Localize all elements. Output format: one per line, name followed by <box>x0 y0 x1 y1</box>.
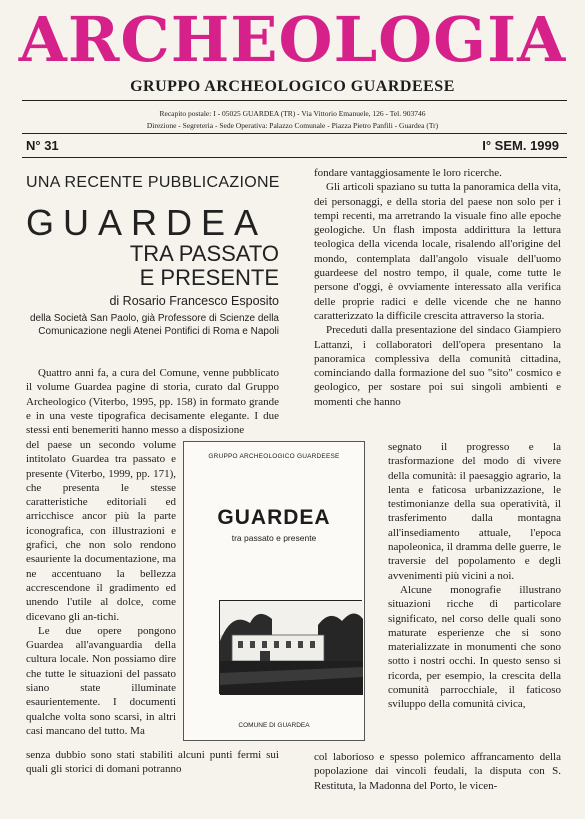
article-subtitle <box>19 242 279 290</box>
masthead-rule-mid <box>22 133 567 134</box>
address-line: Recapito postale: I - 05025 GUARDEA (TR) - Via Vittorio Emanuele, 126 - Tel. 903746 <box>159 109 426 118</box>
author-note: della Società San Paolo, già Professore di Scienze della Comunicazione negli Atenei Pontifici di Roma e Napoli <box>29 313 279 337</box>
col1-paragraph-top: Quattro anni fa, a cura del Comune, venne pubblicato il volume Guardea pagine di storia, curato dal Gruppo Archeologico (Viterbo, 1995, pp. 158) in formato grande e in una veste tipografica decisamente elegante. I due stessi enti benemeriti hanno messo a disposizione <box>26 367 279 437</box>
issue-date: I° SEM. 1999 <box>482 138 559 153</box>
col1-paragraph-bottom: senza dubbio sono stati stabiliti alcuni punti fermi sui quali gli storici di domani potranno <box>26 749 279 776</box>
article-subtitle-line-1: TRA PASSATO <box>129 241 279 266</box>
book-cover-photo <box>219 600 362 694</box>
masthead-subtitle: GRUPPO ARCHEOLOGICO GUARDEESE <box>130 78 455 95</box>
col2-paragraph-narrow: segnato il progresso e la trasformazione del modo di vivere della comunità: il paesaggio agrario, la lenta e faticosa urbanizzazione, le testimonianze della sua operatività, il trasferimento dalla montagna all'insediamento attuale, l'epoca napoleonica, il dramma delle guerre, le traversie del popolamento e degli avvenimenti più vicini a noi. Alcune monografie illustrano situazioni ricche di particolare significato, nel corso delle quali sono maturate esperienze che si sono materializzate in monumenti che sono sotto i nostri occhi. In questo senso si ricorda, per esempio, la crescita della comunità parrocchiale, il faticoso sviluppo della comunità civica, <box>388 441 561 711</box>
article-subtitle-line-2: E PRESENTE <box>139 265 279 290</box>
issue-number: N° 31 <box>26 138 59 153</box>
col1-paragraph-2: Le due opere pongono Guardea all'avanguardia della cultura locale. Non possiamo dire che tutte le situazioni del passato siano state illuminate esaurientemente. I documenti qualche volta sono scarsi, in altri casi mancano del tutto. Ma <box>26 624 176 737</box>
book-cover-title: GUARDEA <box>217 506 331 529</box>
issue-row <box>26 138 559 154</box>
office-line: Direzione - Segreteria - Sede Operativa: Palazzo Comunale - Piazza Pietro Panfili - Guardea (Tr) <box>146 121 439 130</box>
book-cover-subtitle: tra passato e presente <box>231 533 317 543</box>
masthead-rule-bottom <box>22 157 567 158</box>
article-title: GUARDEA <box>26 202 268 243</box>
masthead-title: ARCHEOLOGIA <box>18 3 567 76</box>
article-byline: di Rosario Francesco Esposito <box>109 294 279 308</box>
article-kicker: UNA RECENTE PUBBLICAZIONE <box>26 174 280 191</box>
col2-paragraph-top: fondare vantaggiosamente le loro ricerche. Gli articoli spaziano su tutta la panoramica della vita, dei personaggi, e della storia del paese non solo per i tempi recenti, ma arretrando la visuale fino alle epoche geologiche. Un flash imposta addirittura la lettura teologica della vicenda locale, risalendo all'origine del mondo, contemplata dall'angolo visuale dell'uomo guardeese del nostro tempo, il quale, come tutte le persone d'oggi, è ovviamente interessato alla verifica delle proprie radici e delle vicende che ne hanno caratterizzato la difficile crescita attraverso la storia. Preceduti dalla presentazione del sindaco Giampiero Lattanzi, i collaboratori dell'opera presentano la panoramica complessiva della comunità cittadina, cominciando dalla formazione del suo "sito" cosmico e geologico, per sostare poi sui singoli ambienti e momenti che hanno <box>314 167 561 408</box>
col1-paragraph-narrow: del paese un secondo volume intitolato Guardea tra passato e presente (Viterbo, 1999, pp. 171), che presenta le stesse caratteristiche editoriali ed arricchisce ancor più la parte iconografica, con illustrazioni e grafici, che non solo rendono esauriente la documentazione, ma ne accentuano la bellezza accrescendone il gradimento ed unendo l'utile al dolce, come dicevano gli an-tichi. Le due opere pongono Guardea all'avanguardia della cultura locale. Non possiamo dire che tutte le situazioni del passato siano state illuminate esaurientemente. I documenti qualche volta sono scarsi, in altri casi mancano del tutto. Ma <box>26 439 176 737</box>
book-cover-group: GRUPPO ARCHEOLOGICO GUARDEESE <box>208 453 340 460</box>
book-cover-image <box>183 441 365 741</box>
masthead-rule-top <box>22 100 567 101</box>
book-cover-publisher: COMUNE DI GUARDEA <box>238 722 310 729</box>
col2-paragraph-bottom: col laborioso e spesso polemico affrancamento della popolazione dai vincoli feudali, la disputa con S. Restituta, la Madonna del Porto, le vicen- <box>314 751 561 792</box>
